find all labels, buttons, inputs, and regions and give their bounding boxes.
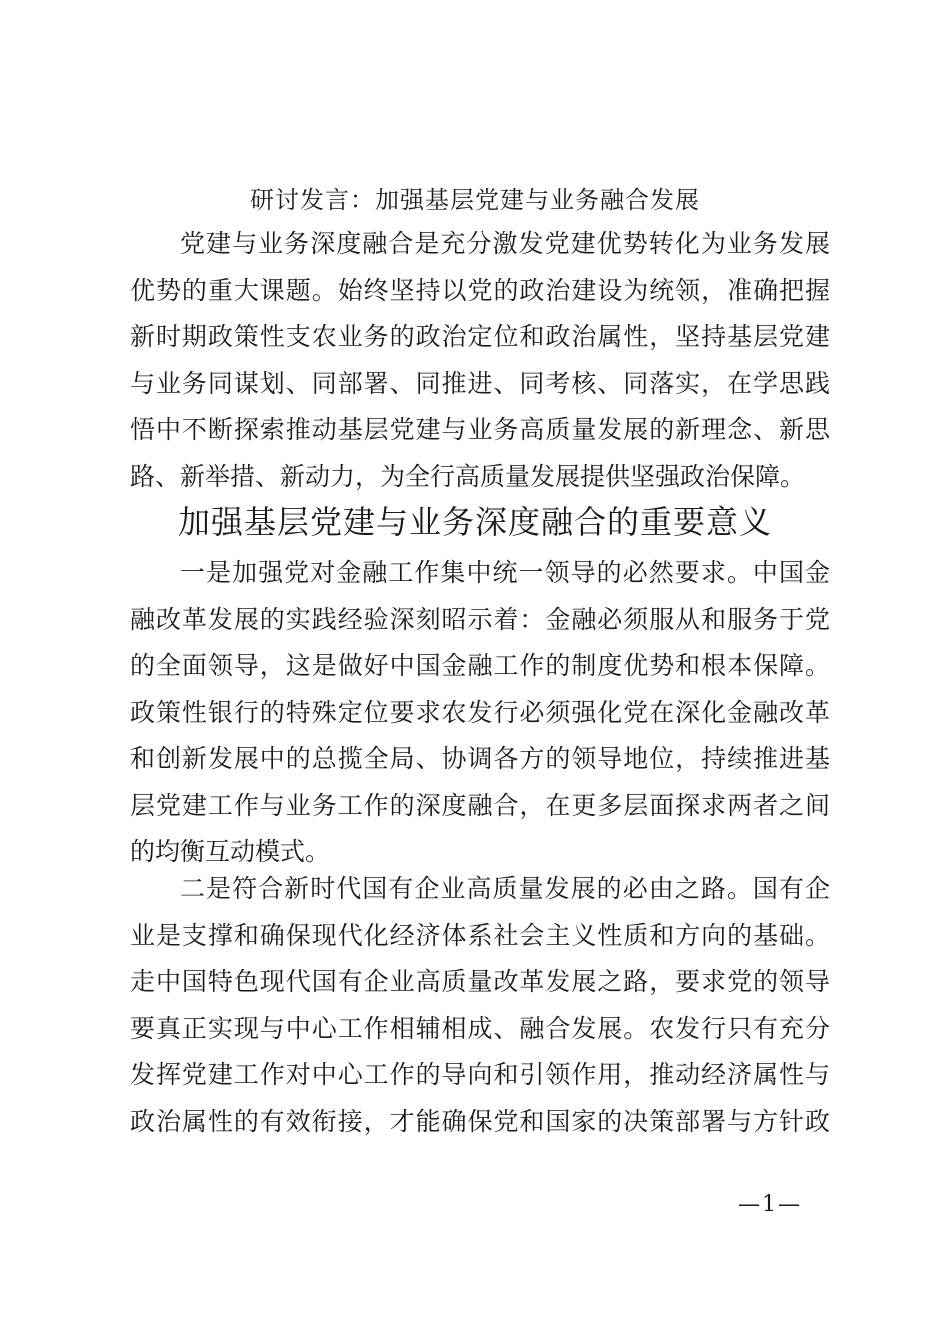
paragraph-line: 悟中不断探索推动基层党建与业务高质量发展的新理念、新思 [130, 415, 830, 444]
paragraph-line: 业是支撑和确保现代化经济体系社会主义性质和方向的基础。 [130, 920, 830, 950]
paragraph-line: 走中国特色现代国有企业高质量改革发展之路，要求党的领导 [130, 967, 830, 996]
paragraph-line: 与业务同谋划、同部署、同推进、同考核、同落实，在学思践 [130, 368, 830, 398]
paragraph-two [130, 866, 830, 1145]
paragraph-line: 要真正实现与中心工作相辅相成、融合发展。农发行只有充分 [130, 1013, 830, 1043]
paragraph-line: 层党建工作与业务工作的深度融合，在更多层面探求两者之间 [130, 790, 830, 820]
paragraph-line: 新时期政策性支农业务的政治定位和政治属性，坚持基层党建 [130, 322, 830, 351]
paragraph-line: 二是符合新时代国有企业高质量发展的必由之路。国有企 [180, 874, 830, 903]
paragraph-line: 优势的重大课题。始终坚持以党的政治建设为统领，准确把握 [130, 275, 830, 305]
document-title: 研讨发言：加强基层党建与业务融合发展 [250, 186, 700, 214]
section-heading: 加强基层党建与业务深度融合的重要意义 [177, 503, 772, 541]
page-number: —1— [738, 1192, 802, 1217]
paragraph-one [130, 550, 830, 876]
paragraph-line: 党建与业务深度融合是充分激发党建优势转化为业务发展 [180, 229, 830, 258]
paragraph-line: 和创新发展中的总揽全局、协调各方的领导地位，持续推进基 [130, 744, 830, 773]
paragraph-line: 的均衡互动模式。 [130, 837, 331, 866]
paragraph-line: 一是加强党对金融工作集中统一领导的必然要求。中国金 [180, 558, 830, 587]
intro-paragraph [130, 221, 830, 500]
paragraph-line: 路、新举措、新动力，为全行高质量发展提供坚强政治保障。 [130, 461, 806, 491]
paragraph-line: 融改革发展的实践经验深刻昭示着：金融必须服从和服务于党 [130, 604, 830, 634]
paragraph-line: 发挥党建工作对中心工作的导向和引领作用，推动经济属性与 [130, 1060, 830, 1089]
paragraph-line: 政治属性的有效衔接，才能确保党和国家的决策部署与方针政 [130, 1106, 830, 1136]
paragraph-line: 的全面领导，这是做好中国金融工作的制度优势和根本保障。 [130, 651, 830, 680]
paragraph-line: 政策性银行的特殊定位要求农发行必须强化党在深化金融改革 [130, 697, 830, 727]
